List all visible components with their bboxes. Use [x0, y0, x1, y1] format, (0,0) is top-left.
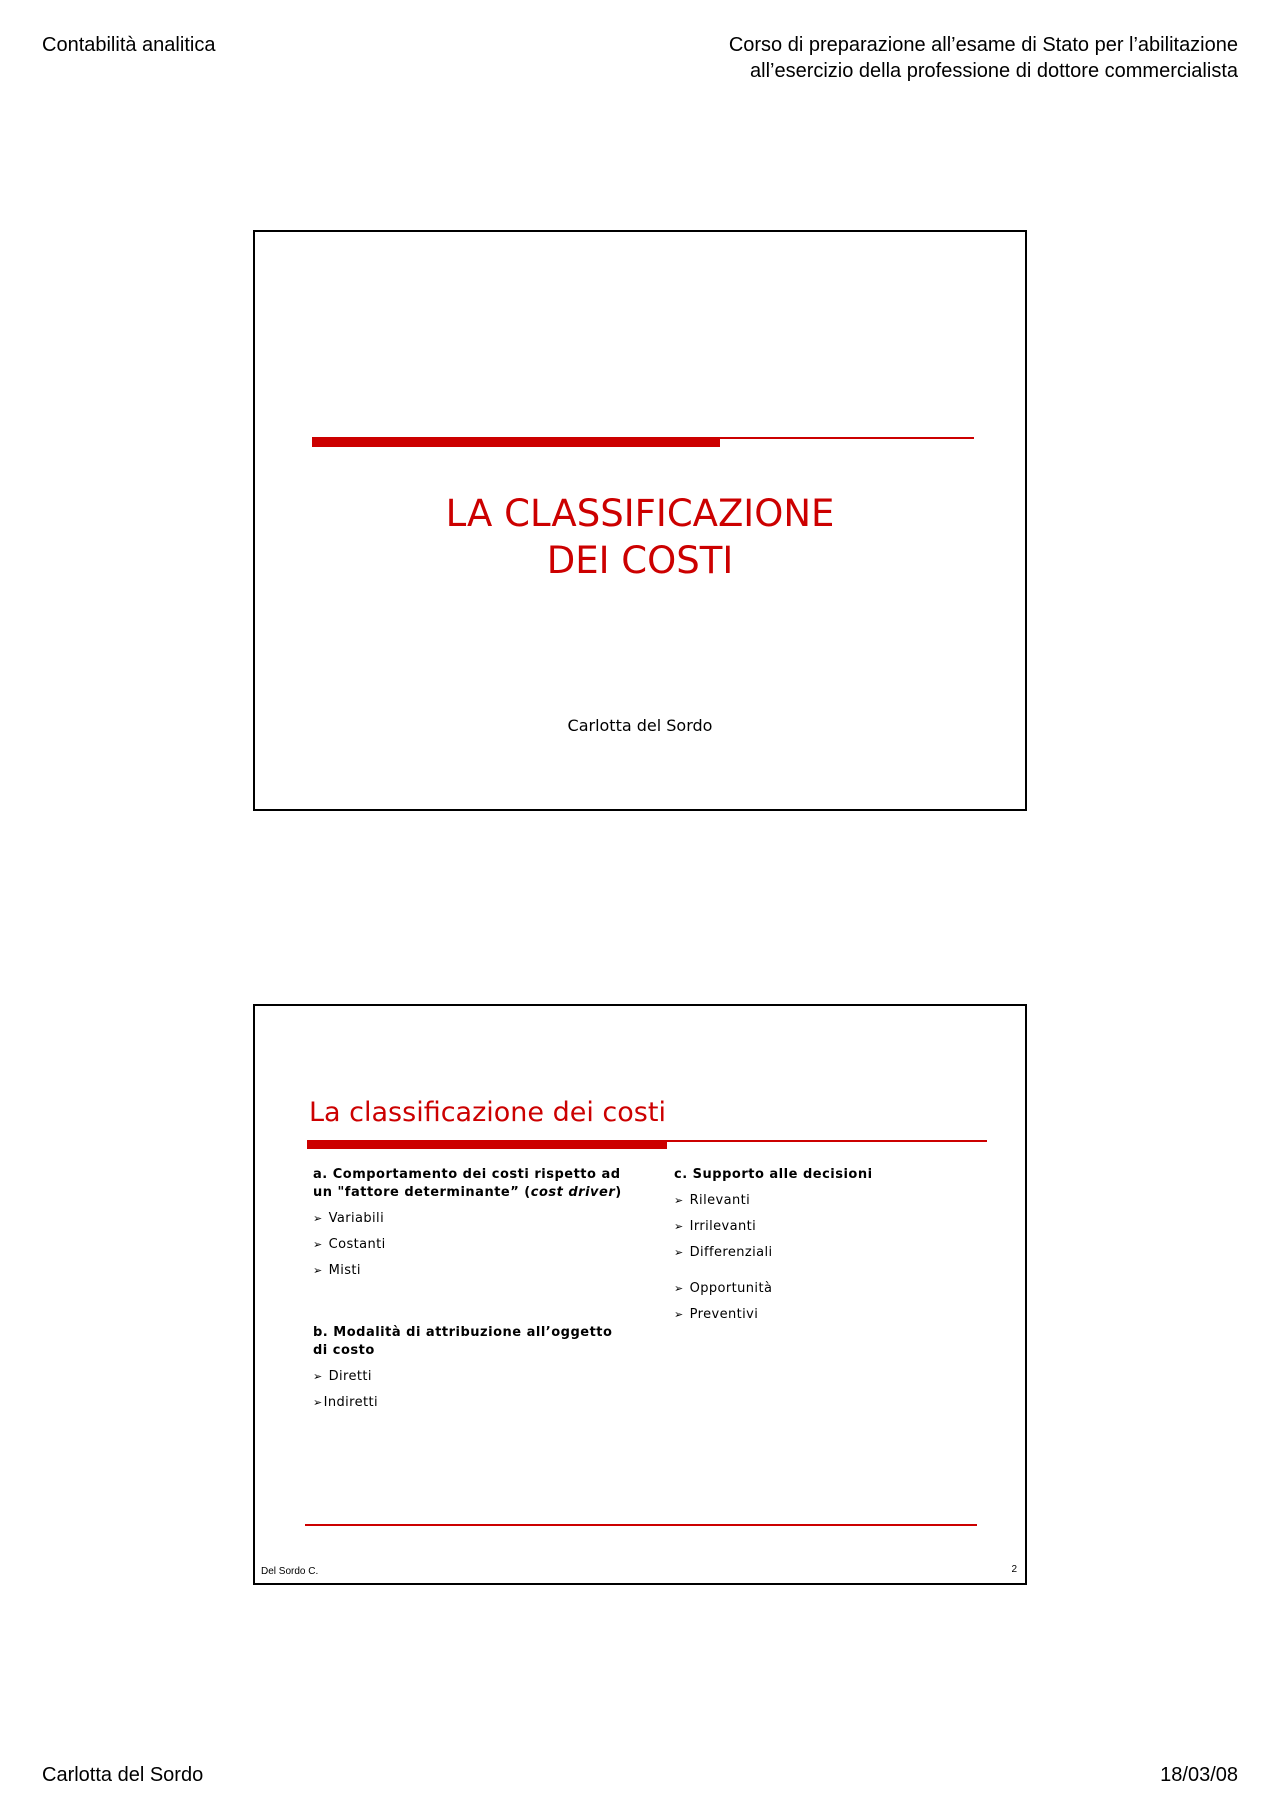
list-item — [674, 1218, 974, 1236]
list-item — [313, 1394, 633, 1412]
list-item-label: Irrilevanti — [689, 1219, 757, 1234]
arrow-bullet-icon: ➢ — [674, 1194, 684, 1207]
slide-2 — [253, 1004, 1027, 1585]
section-a-heading-suffix: ) — [615, 1185, 622, 1200]
list-item — [674, 1306, 974, 1324]
list-item — [674, 1244, 974, 1262]
list-item — [313, 1262, 633, 1280]
arrow-bullet-icon: ➢ — [313, 1212, 323, 1225]
footer-date: 18/03/08 — [1160, 1764, 1238, 1786]
list-item-label: Costanti — [328, 1237, 386, 1252]
arrow-bullet-icon: ➢ — [313, 1264, 323, 1277]
slide-1-title — [255, 490, 1025, 584]
slide-page-number: 2 — [1011, 1564, 1017, 1575]
slide-1-author: Carlotta del Sordo — [567, 716, 713, 735]
section-a-heading-prefix: un "fattore determinante” ( — [313, 1185, 531, 1200]
slide-1 — [253, 230, 1027, 811]
list-item — [313, 1210, 633, 1228]
arrow-bullet-icon: ➢ — [313, 1396, 323, 1409]
slide-2-title: La classificazione dei costi — [309, 1097, 666, 1128]
list-item-label: Indiretti — [323, 1395, 379, 1410]
list-item-label: Variabili — [328, 1211, 385, 1226]
list-item-label: Misti — [328, 1263, 361, 1278]
section-b-heading-line1: b. Modalità di attribuzione all’oggetto — [313, 1325, 613, 1340]
list-item-label: Rilevanti — [689, 1193, 751, 1208]
arrow-bullet-icon: ➢ — [313, 1370, 323, 1383]
header-course-title-line1: Corso di preparazione all’esame di Stato per l’abilitazione — [728, 34, 1238, 56]
section-a-heading-line1: a. Comportamento dei costi rispetto ad — [313, 1167, 621, 1182]
arrow-bullet-icon: ➢ — [674, 1220, 684, 1233]
slide-1-title-line1: LA CLASSIFICAZIONE — [445, 492, 835, 535]
list-item-label: Opportunità — [689, 1281, 773, 1296]
title-rule-thick — [307, 1140, 667, 1149]
header-course-title — [729, 32, 1238, 84]
left-column — [313, 1166, 633, 1412]
arrow-bullet-icon: ➢ — [674, 1282, 684, 1295]
section-b-heading — [313, 1324, 633, 1360]
section-a-heading — [313, 1166, 633, 1202]
header-course-title-line2: all’esercizio della professione di dottore commercialista — [750, 60, 1238, 82]
arrow-bullet-icon: ➢ — [674, 1246, 684, 1259]
list-item-label: Diretti — [328, 1369, 372, 1384]
list-item-label: Preventivi — [689, 1307, 759, 1322]
right-column — [674, 1166, 974, 1324]
title-rule-thick — [312, 437, 720, 447]
slide-1-title-line2: DEI COSTI — [546, 539, 734, 582]
list-item — [674, 1192, 974, 1210]
section-b-heading-line2: di costo — [313, 1343, 375, 1358]
section-a-heading-line2 — [313, 1184, 633, 1202]
header-course-subject: Contabilità analitica — [42, 34, 216, 56]
arrow-bullet-icon: ➢ — [674, 1308, 684, 1321]
list-item — [674, 1280, 974, 1298]
section-c-heading: c. Supporto alle decisioni — [674, 1167, 873, 1182]
footer-rule — [305, 1524, 977, 1526]
list-item — [313, 1368, 633, 1386]
title-rule-thin — [720, 437, 974, 439]
arrow-bullet-icon: ➢ — [313, 1238, 323, 1251]
slide-footer-author: Del Sordo C. — [261, 1566, 319, 1577]
footer-author: Carlotta del Sordo — [42, 1764, 204, 1786]
section-a-heading-italic: cost driver — [530, 1185, 616, 1200]
title-rule-thin — [667, 1140, 987, 1142]
list-item-label: Differenziali — [689, 1245, 773, 1260]
list-item — [313, 1236, 633, 1254]
